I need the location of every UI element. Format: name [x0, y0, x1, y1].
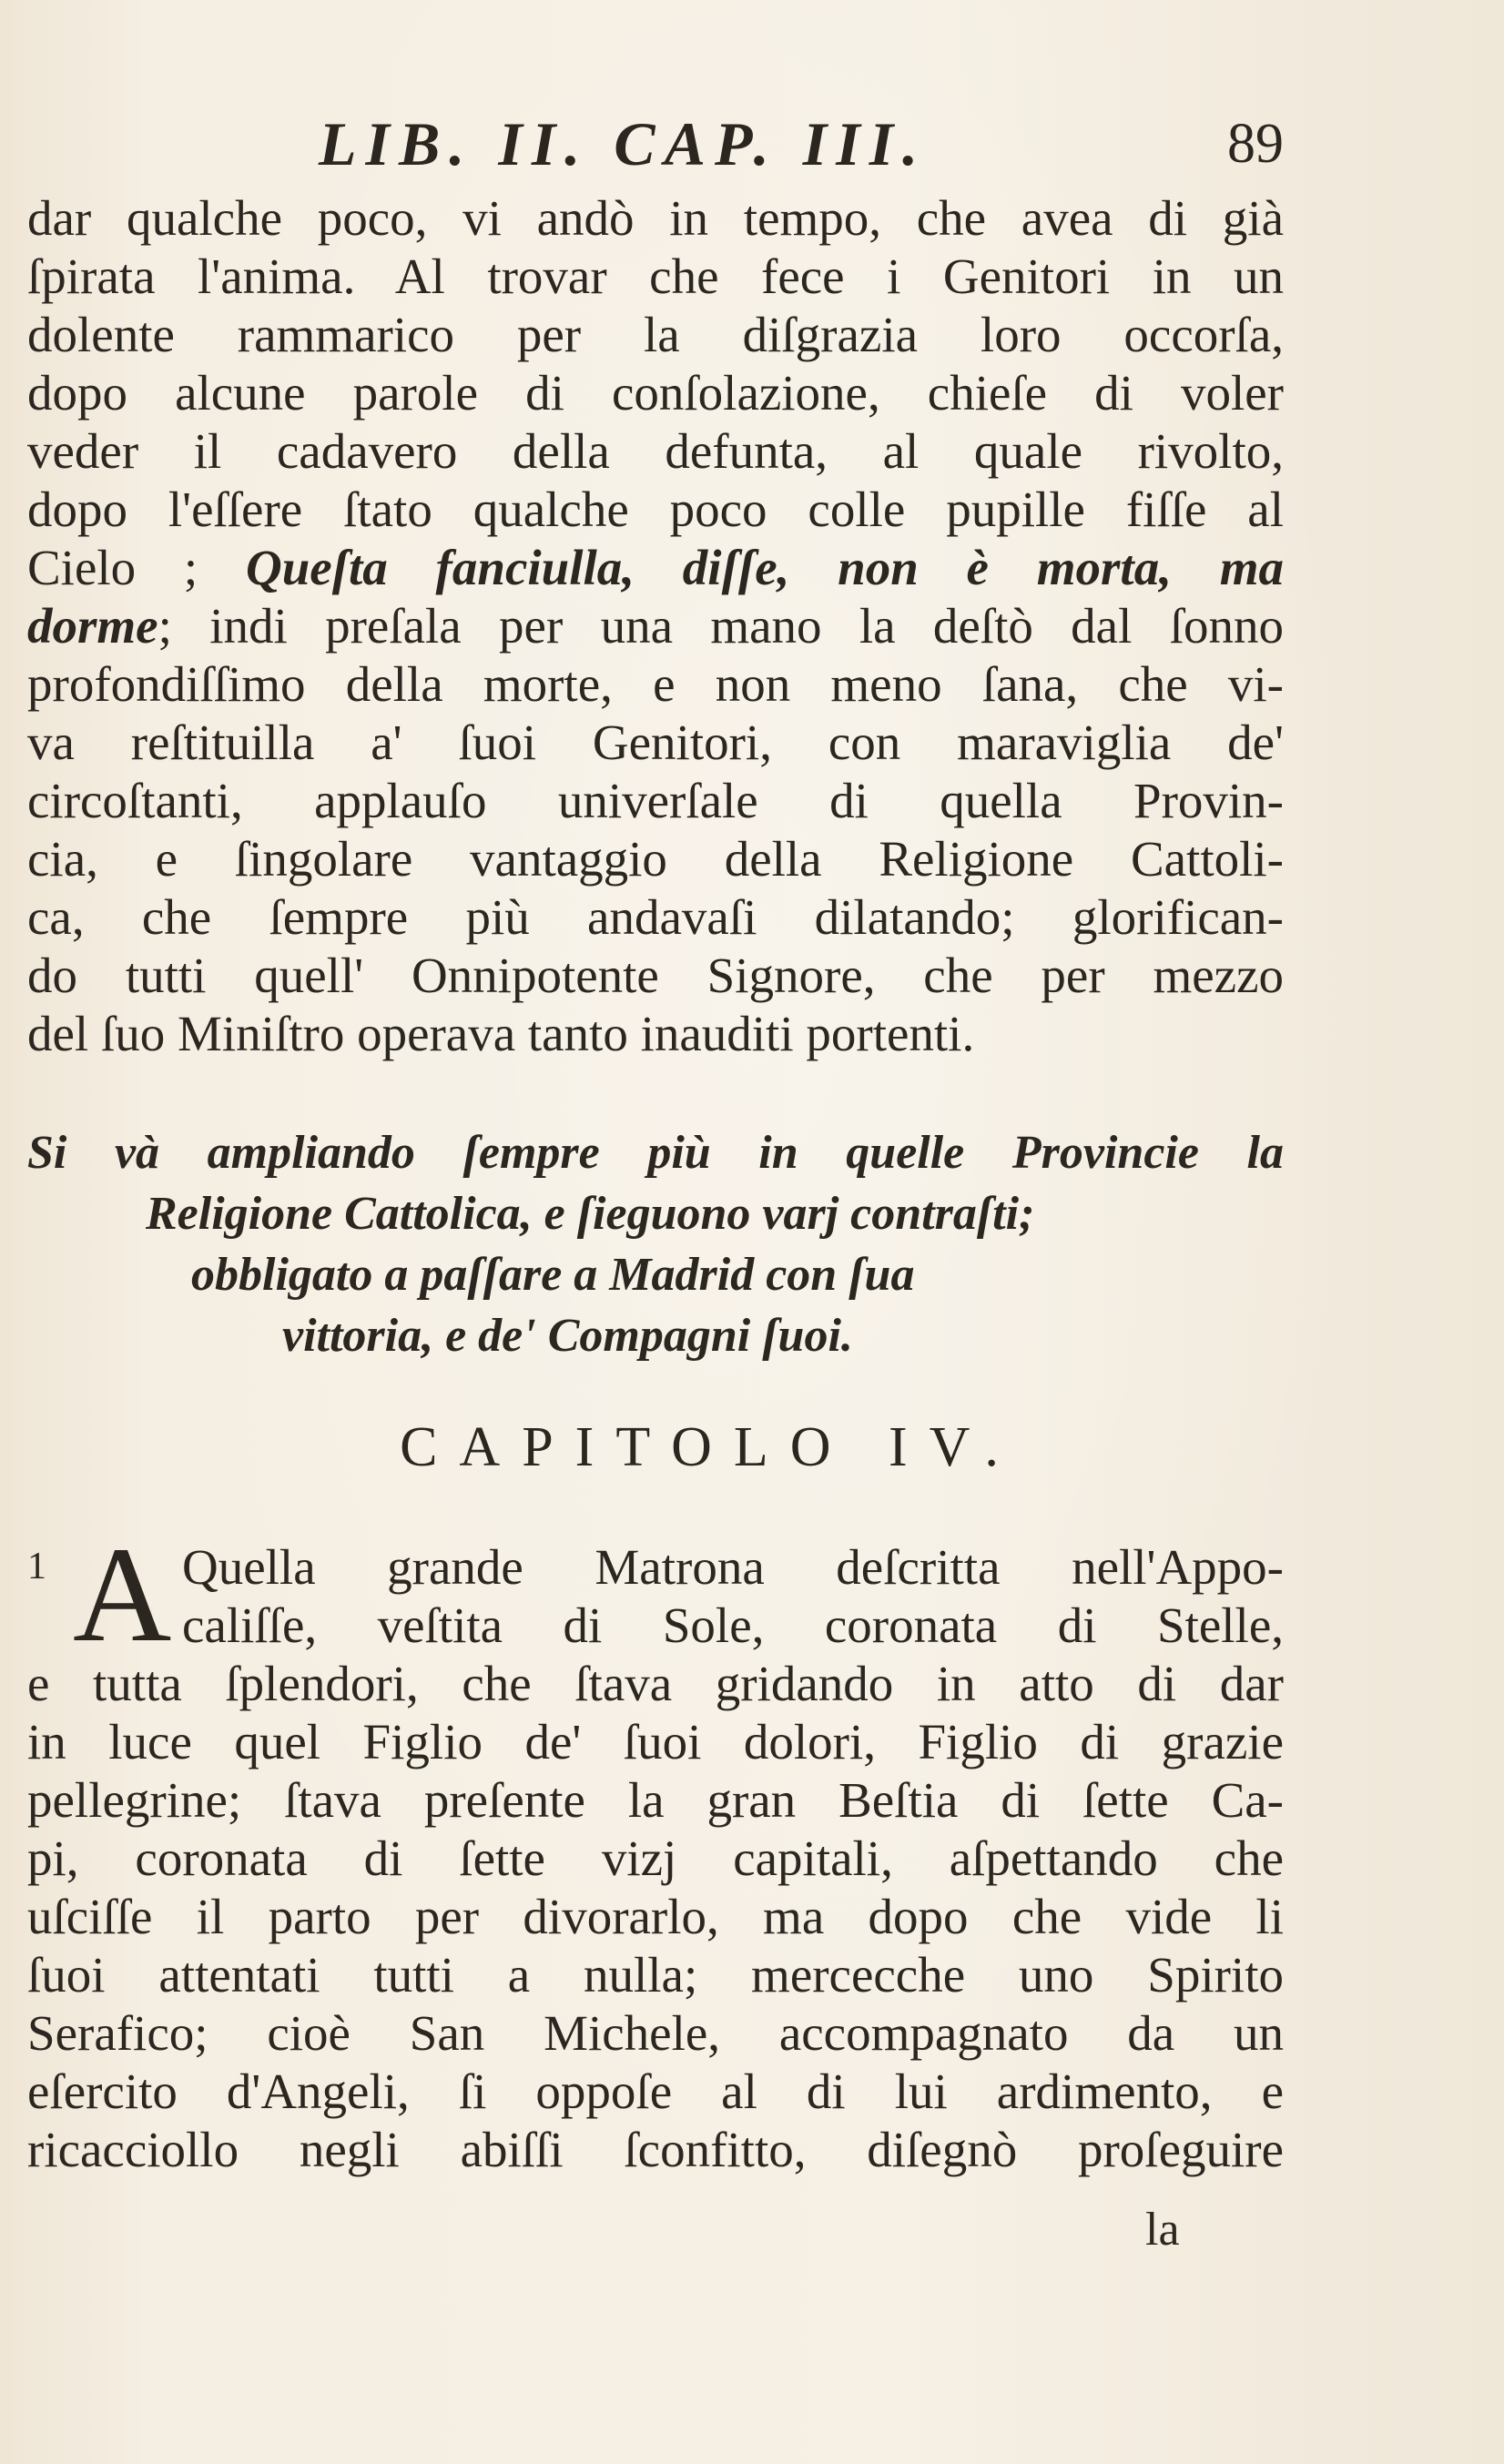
- page-header: [27, 107, 1284, 180]
- text-line: ricacciollo negli abiſſi ſconfitto, diſegnò proſeguire: [27, 2122, 1284, 2177]
- text-line: eſercito d'Angeli, ſi oppoſe al di lui ardimento, e: [27, 2063, 1284, 2119]
- summary-line: Si và ampliando ſempre più in quelle Provincie la: [27, 1127, 1284, 1179]
- text-line: ſuoi attentati tutti a nulla; mercecche uno Spirito: [27, 1947, 1284, 2003]
- text-line: dopo alcune parole di conſolazione, chieſe di voler: [27, 365, 1284, 421]
- text-line: dar qualche poco, vi andò in tempo, che avea di già: [27, 190, 1284, 246]
- text-line: e tutta ſplendori, che ſtava gridando in atto di dar: [27, 1656, 1284, 1711]
- opening-lines: [27, 1519, 1284, 1670]
- body-text: [27, 189, 1284, 1063]
- drop-cap: A: [73, 1519, 172, 1670]
- text-line: dopo l'eſſere ſtato qualche poco colle pupille fiſſe al: [27, 482, 1284, 537]
- text-line: Cielo ; Queſta fanciulla, diſſe, non è morta, ma: [27, 540, 1284, 595]
- summary-line: vittoria, e de' Compagni ſuoi.: [282, 1310, 853, 1362]
- text-line: del ſuo Miniſtro operava tanto inauditi portenti.: [27, 1006, 975, 1061]
- catchword: la: [1145, 2204, 1180, 2256]
- chapter-title: CAPITOLO IV.: [400, 1416, 1021, 1478]
- text-line: uſciſſe il parto per divorarlo, ma dopo che vide li: [27, 1889, 1284, 1944]
- text-line: profondiſſimo della morte, e non meno ſana, che vi-: [27, 656, 1284, 712]
- text-line: pellegrine; ſtava preſente la gran Beſtia di ſette Ca-: [27, 1772, 1284, 1828]
- text-line: Serafico; cioè San Michele, accompagnato da un: [27, 2005, 1284, 2061]
- text-line: ſpirata l'anima. Al trovar che fece i Genitori in un: [27, 248, 1284, 304]
- page-number: 89: [1227, 113, 1284, 175]
- text-line: circoſtanti, applauſo univerſale di quella Provin-: [27, 773, 1284, 828]
- text-line: Quella grande Matrona deſcritta nell'Appo-: [182, 1539, 1284, 1595]
- text-line: veder il cadavero della defunta, al quale rivolto,: [27, 423, 1284, 479]
- summary-line: obbligato a paſſare a Madrid con ſua: [191, 1249, 915, 1301]
- paragraph-number: 1: [27, 1546, 46, 1587]
- chapter-body: [27, 1519, 1284, 2179]
- text-line: do tutti quell' Onnipotente Signore, che per mezzo: [27, 948, 1284, 1003]
- text-line: va reſtituilla a' ſuoi Genitori, con maraviglia de': [27, 715, 1284, 770]
- text-line: pi, coronata di ſette vizj capitali, aſpettando che: [27, 1830, 1284, 1886]
- chapter-summary: [27, 1122, 1284, 1366]
- text-line: caliſſe, veſtita di Sole, coronata di Stelle,: [182, 1597, 1284, 1653]
- text-line: dolente rammarico per la diſgrazia loro occorſa,: [27, 307, 1284, 362]
- text-line: cia, e ſingolare vantaggio della Religione Cattoli-: [27, 831, 1284, 887]
- summary-line: Religione Cattolica, e ſieguono varj contraſti;: [146, 1188, 1035, 1240]
- text-line: dorme; indi preſala per una mano la deſtò dal ſonno: [27, 598, 1284, 654]
- text-line: ca, che ſempre più andavaſi dilatando; glorifican-: [27, 889, 1284, 945]
- text-line: in luce quel Figlio de' ſuoi dolori, Figlio di grazie: [27, 1714, 1284, 1769]
- running-head: LIB. II. CAP. III.: [319, 109, 928, 178]
